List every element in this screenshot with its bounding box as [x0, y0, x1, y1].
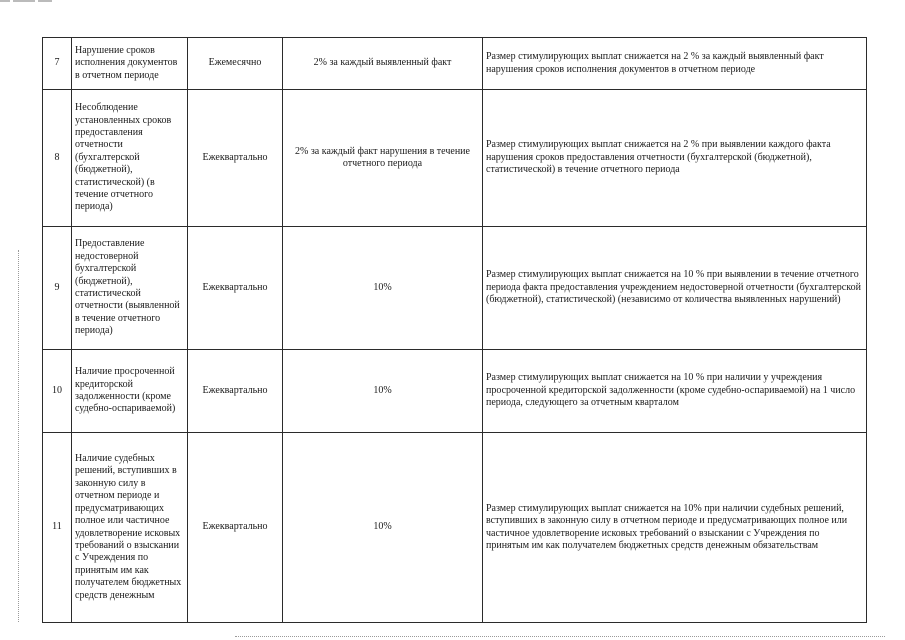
row-number: 7	[43, 38, 72, 90]
table-row	[43, 433, 867, 623]
criterion-cell: 10%	[283, 350, 483, 433]
description-cell: Размер стимулирующих выплат снижается на 10 % при выявлении в течение отчетного периода факта предоставления учреждением недостоверной отчетности (бухгалтерской (бюджетной), статистической) (независимо от количества выявленных нарушений)	[483, 227, 867, 350]
periodicity-cell: Ежеквартально	[188, 90, 283, 227]
scan-bottom-line	[235, 636, 885, 637]
description-cell: Размер стимулирующих выплат снижается на 2 % за каждый выявленный факт нарушения сроков исполнения документов в отчетном периоде	[483, 38, 867, 90]
row-number: 11	[43, 433, 72, 623]
table-row	[43, 227, 867, 350]
criterion-cell: 2% за каждый факт нарушения в течение отчетного периода	[283, 90, 483, 227]
scan-margin-line	[18, 250, 19, 622]
indicator-cell: Несоблюдение установленных сроков предоставления отчетности (бухгалтерской (бюджетной), статистической) (в течение отчетного периода)	[72, 90, 188, 227]
description-cell: Размер стимулирующих выплат снижается на 2 % при выявлении каждого факта нарушения сроков предоставления отчетности (бухгалтерской (бюджетной), статистической) в течение отчетного периода	[483, 90, 867, 227]
table-row	[43, 38, 867, 90]
row-number: 10	[43, 350, 72, 433]
criterion-cell: 10%	[283, 227, 483, 350]
table-row	[43, 350, 867, 433]
periodicity-cell: Ежеквартально	[188, 227, 283, 350]
scan-artifact	[0, 0, 60, 4]
criteria-table	[42, 37, 867, 623]
description-cell: Размер стимулирующих выплат снижается на 10 % при наличии у учреждения просроченной кредиторской задолженности (кроме судебно-оспариваемой) на 1 число периода, следующего за отчетным кварталом	[483, 350, 867, 433]
row-number: 9	[43, 227, 72, 350]
criterion-cell: 10%	[283, 433, 483, 623]
indicator-cell: Наличие просроченной кредиторской задолженности (кроме судебно-оспариваемой)	[72, 350, 188, 433]
criterion-cell: 2% за каждый выявленный факт	[283, 38, 483, 90]
table-row	[43, 90, 867, 227]
periodicity-cell: Ежеквартально	[188, 350, 283, 433]
periodicity-cell: Ежеквартально	[188, 433, 283, 623]
description-cell: Размер стимулирующих выплат снижается на 10% при наличии судебных решений, вступивших в законную силу в отчетном периоде и предусматривающих полное или частичное удовлетворение исковых требований о взыскании с Учреждения по принятым им как получателем бюджетных средств денежным обязательствам	[483, 433, 867, 623]
indicator-cell: Предоставление недостоверной бухгалтерской (бюджетной), статистической отчетности (выявленной в течение отчетного периода)	[72, 227, 188, 350]
indicator-cell: Нарушение сроков исполнения документов в отчетном периоде	[72, 38, 188, 90]
indicator-cell: Наличие судебных решений, вступивших в законную силу в отчетном периоде и предусматривающих полное или частичное удовлетворение исковых требований о взыскании с Учреждения по принятым им как получателем бюджетных средств денежным	[72, 433, 188, 623]
row-number: 8	[43, 90, 72, 227]
periodicity-cell: Ежемесячно	[188, 38, 283, 90]
